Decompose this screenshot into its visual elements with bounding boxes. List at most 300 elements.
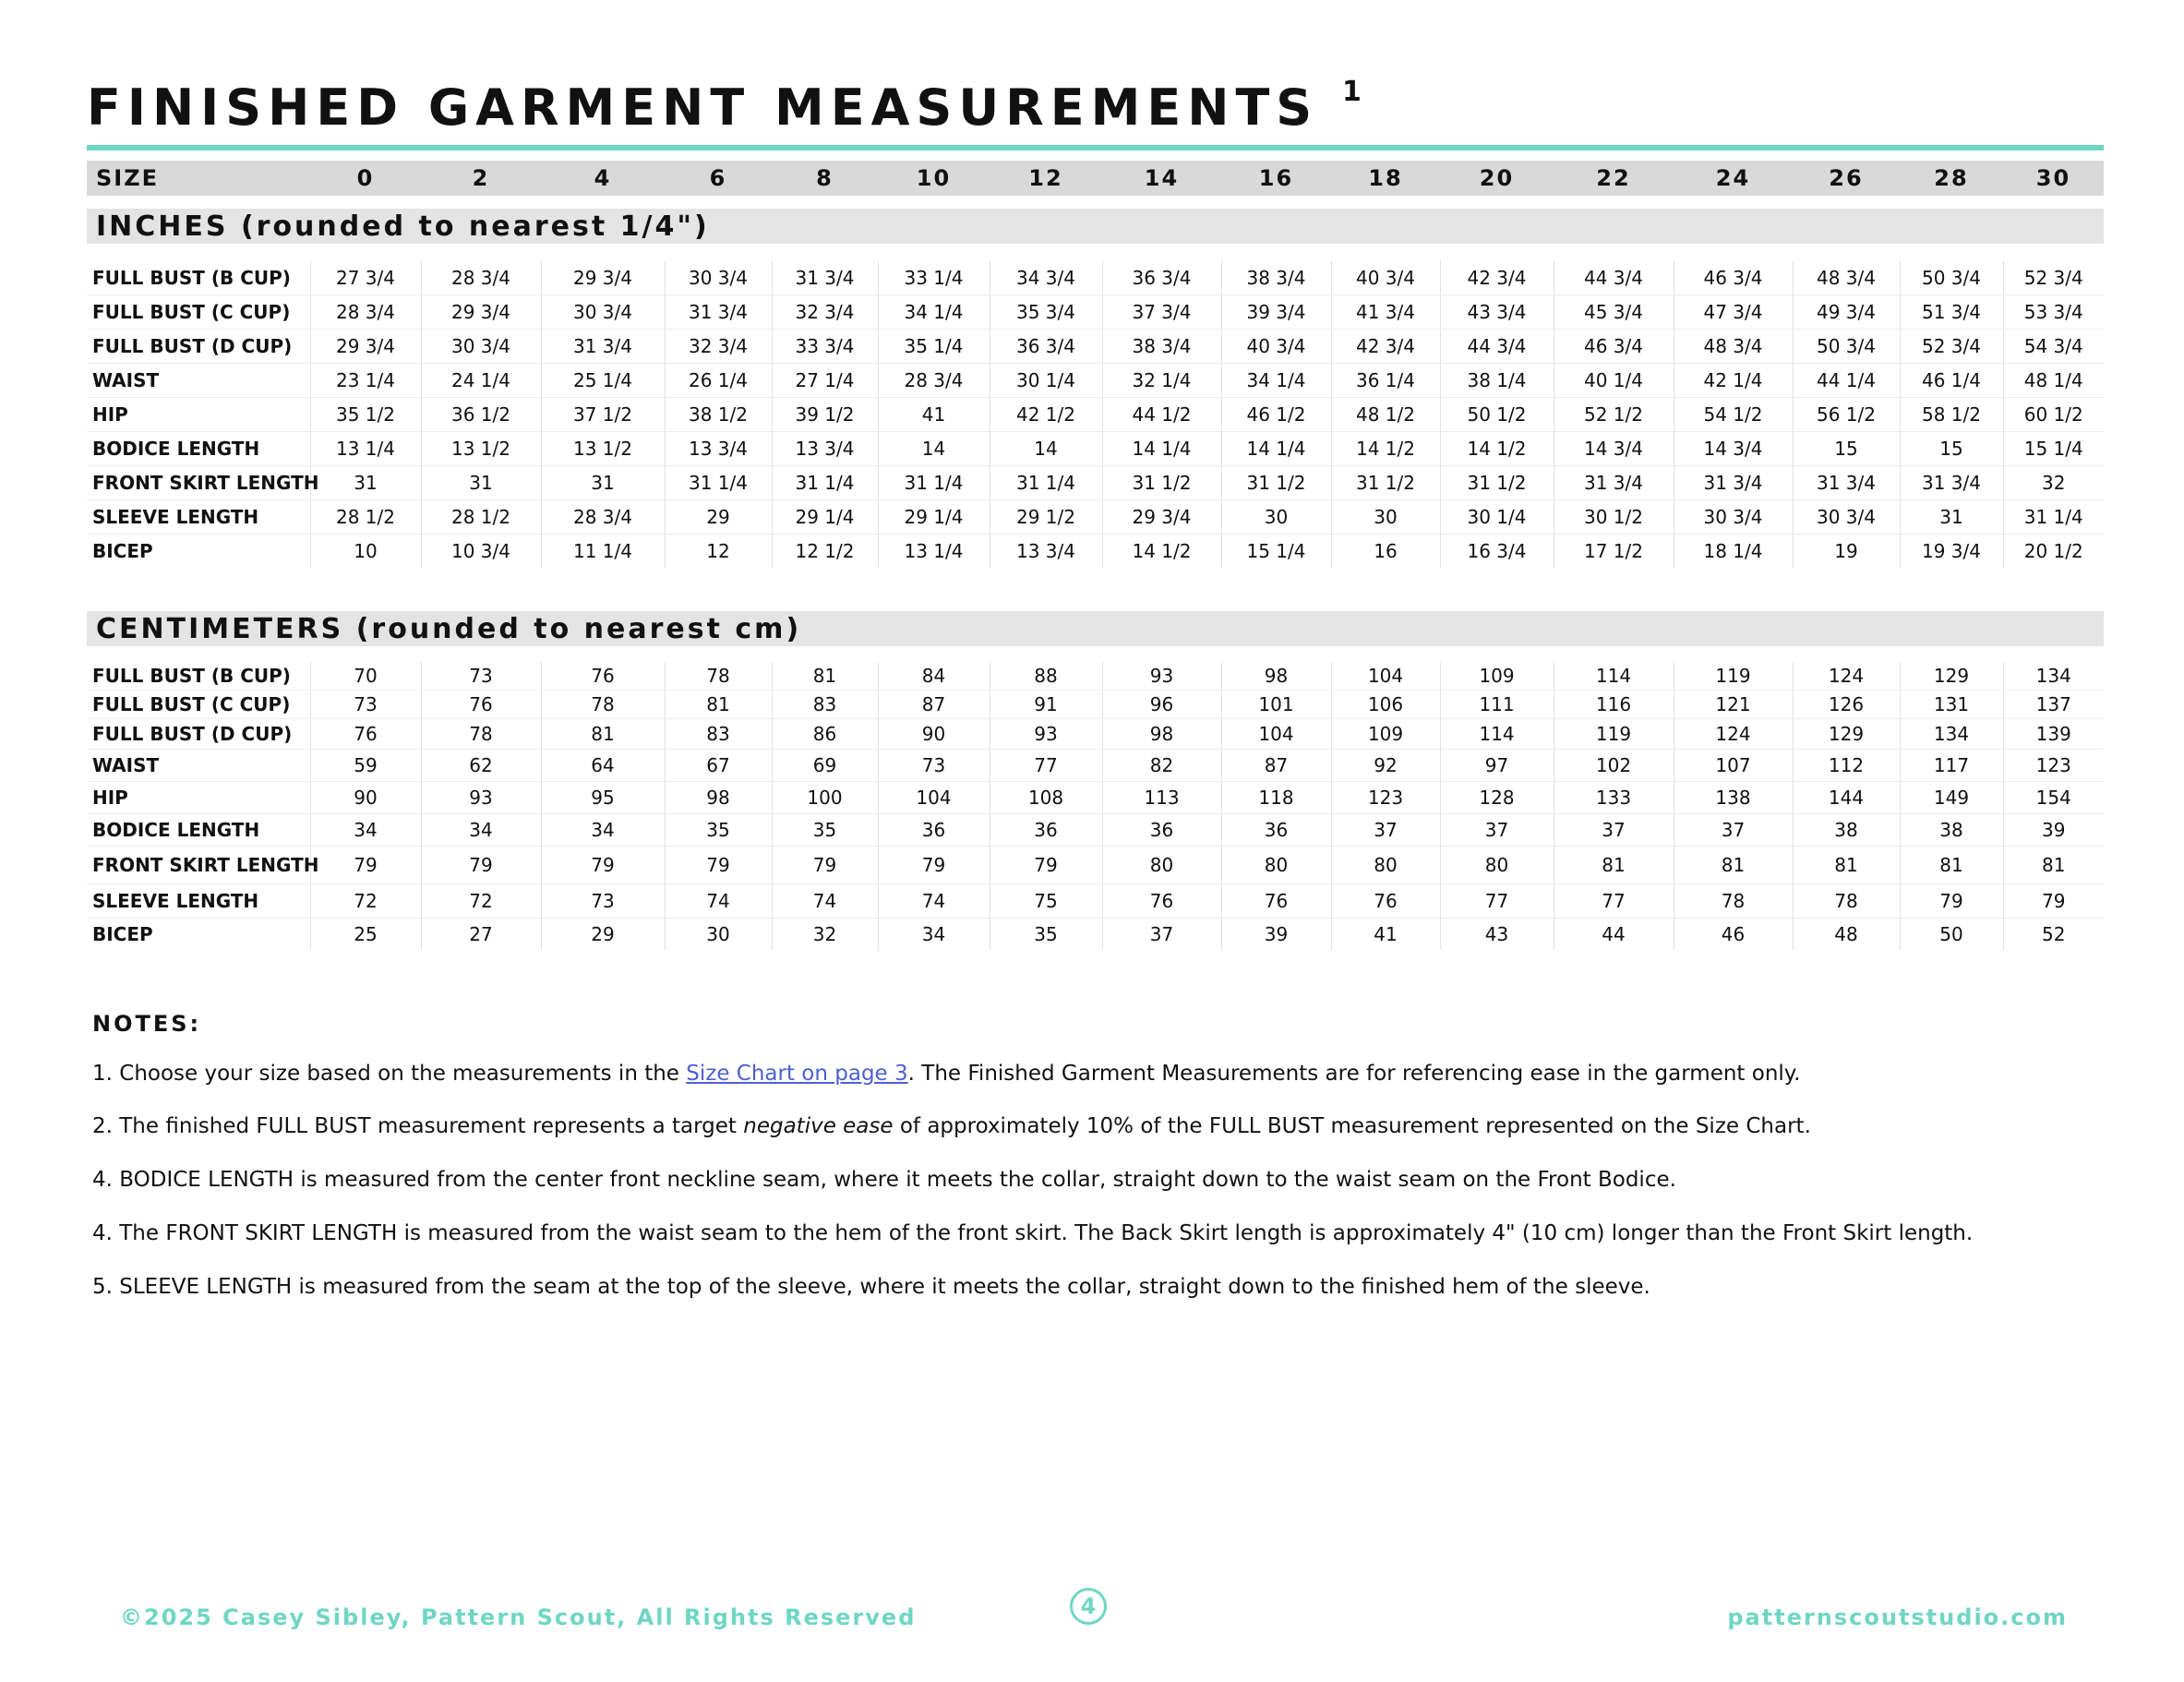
measurement-value: 123 <box>2003 750 2104 782</box>
measurement-value: 92 <box>1331 750 1440 782</box>
measurement-value: 73 <box>421 662 541 691</box>
size-label: SIZE <box>87 161 310 196</box>
measurement-value: 35 1/4 <box>878 330 990 364</box>
measurement-value: 80 <box>1331 847 1440 884</box>
measurement-value: 28 3/4 <box>421 261 541 295</box>
measurement-value: 31 <box>541 466 665 500</box>
measurement-value: 31 1/4 <box>990 466 1102 500</box>
measurement-label: FRONT SKIRT LENGTH <box>87 847 310 884</box>
measurement-value: 31 <box>310 466 421 500</box>
measurement-value: 44 3/4 <box>1440 330 1554 364</box>
measurement-value: 31 <box>1900 500 2003 535</box>
measurement-value: 79 <box>1900 884 2003 919</box>
measurement-value: 14 1/2 <box>1331 432 1440 466</box>
measurement-value: 14 <box>878 432 990 466</box>
measurement-value: 134 <box>1900 719 2003 750</box>
size-header-cell: 12 <box>990 161 1102 196</box>
measurement-value: 37 <box>1554 814 1674 847</box>
measurement-value: 83 <box>665 719 772 750</box>
measurement-value: 36 <box>1102 814 1221 847</box>
measurement-value: 35 <box>665 814 772 847</box>
measurement-row <box>87 750 2104 782</box>
measurement-value: 46 3/4 <box>1674 261 1793 295</box>
measurement-value: 40 3/4 <box>1331 261 1440 295</box>
measurement-value: 32 <box>772 919 878 951</box>
measurement-value: 31 3/4 <box>1674 466 1793 500</box>
measurement-value: 138 <box>1674 782 1793 814</box>
measurement-value: 32 3/4 <box>772 295 878 330</box>
measurement-value: 24 1/4 <box>421 364 541 398</box>
measurement-value: 30 1/4 <box>1440 500 1554 535</box>
size-chart-link[interactable]: Size Chart on page 3 <box>686 1062 908 1086</box>
measurement-value: 30 3/4 <box>665 261 772 295</box>
measurement-value: 36 1/2 <box>421 398 541 432</box>
measurement-label: BODICE LENGTH <box>87 432 310 466</box>
measurement-value: 109 <box>1331 719 1440 750</box>
measurement-value: 23 1/4 <box>310 364 421 398</box>
measurement-value: 42 3/4 <box>1440 261 1554 295</box>
measurement-value: 38 1/4 <box>1440 364 1554 398</box>
measurement-value: 27 3/4 <box>310 261 421 295</box>
measurement-value: 81 <box>1554 847 1674 884</box>
measurement-value: 28 1/2 <box>310 500 421 535</box>
measurement-value: 79 <box>990 847 1102 884</box>
measurement-value: 12 1/2 <box>772 535 878 569</box>
measurement-label: FULL BUST (C CUP) <box>87 295 310 330</box>
size-header-row <box>87 161 2104 196</box>
measurement-value: 46 1/2 <box>1221 398 1331 432</box>
measurement-value: 13 1/2 <box>541 432 665 466</box>
measurement-value: 83 <box>772 691 878 719</box>
measurement-value: 139 <box>2003 719 2104 750</box>
measurement-value: 131 <box>1900 691 2003 719</box>
measurement-value: 129 <box>1900 662 2003 691</box>
measurement-value: 101 <box>1221 691 1331 719</box>
measurement-value: 76 <box>421 691 541 719</box>
measurement-label: BICEP <box>92 923 153 945</box>
size-header-cell: 28 <box>1900 161 2003 196</box>
measurement-value: 52 3/4 <box>2003 261 2104 295</box>
measurement-value: 31 3/4 <box>1900 466 2003 500</box>
measurement-value: 96 <box>1102 691 1221 719</box>
measurement-value: 27 1/4 <box>772 364 878 398</box>
measurement-value: 37 <box>1331 814 1440 847</box>
measurement-value: 52 <box>2003 919 2104 951</box>
measurement-value: 48 1/4 <box>2003 364 2104 398</box>
measurement-value: 29 <box>665 500 772 535</box>
measurement-label: BICEP <box>92 540 153 562</box>
measurement-value: 79 <box>772 847 878 884</box>
measurement-value: 80 <box>1221 847 1331 884</box>
measurement-value: 34 3/4 <box>990 261 1102 295</box>
note-2-emphasis: negative ease <box>743 1114 894 1138</box>
measurement-value: 41 <box>1331 919 1440 951</box>
measurement-value: 64 <box>541 750 665 782</box>
measurement-value: 36 <box>990 814 1102 847</box>
measurement-value: 78 <box>541 691 665 719</box>
measurement-value: 36 1/4 <box>1331 364 1440 398</box>
measurement-row <box>87 782 2104 814</box>
size-header-cell: 14 <box>1102 161 1221 196</box>
measurement-value: 38 3/4 <box>1221 261 1331 295</box>
note-2 <box>92 1112 1811 1140</box>
measurement-value: 114 <box>1440 719 1554 750</box>
measurement-value: 62 <box>421 750 541 782</box>
measurement-label: HIP <box>87 782 310 814</box>
size-header-cell: 6 <box>665 161 772 196</box>
measurement-value: 102 <box>1554 750 1674 782</box>
measurement-value: 37 3/4 <box>1102 295 1221 330</box>
measurement-value: 72 <box>310 884 421 919</box>
measurement-value: 54 3/4 <box>2003 330 2104 364</box>
measurement-value: 31 1/2 <box>1331 466 1440 500</box>
measurement-value: 119 <box>1674 662 1793 691</box>
measurement-value: 50 3/4 <box>1900 261 2003 295</box>
measurement-value: 32 <box>2003 466 2104 500</box>
measurement-value: 53 3/4 <box>2003 295 2104 330</box>
measurement-value: 50 3/4 <box>1793 330 1900 364</box>
measurement-value: 78 <box>421 719 541 750</box>
size-header-cell: 2 <box>421 161 541 196</box>
measurement-value: 39 <box>2003 814 2104 847</box>
measurement-row <box>87 719 2104 750</box>
measurement-value: 36 3/4 <box>1102 261 1221 295</box>
measurement-row <box>87 691 2104 719</box>
size-header-cell: 4 <box>541 161 665 196</box>
measurement-value: 124 <box>1674 719 1793 750</box>
note-1 <box>92 1060 1800 1087</box>
measurement-value: 98 <box>1221 662 1331 691</box>
measurement-value: 133 <box>1554 782 1674 814</box>
measurement-value: 47 3/4 <box>1674 295 1793 330</box>
measurement-value: 13 1/4 <box>310 432 421 466</box>
measurement-value: 48 1/2 <box>1331 398 1440 432</box>
measurement-value: 72 <box>421 884 541 919</box>
measurement-value: 18 1/4 <box>1674 535 1793 569</box>
measurement-label: SLEEVE LENGTH <box>87 500 310 535</box>
measurement-value: 134 <box>2003 662 2104 691</box>
measurement-value: 124 <box>1793 662 1900 691</box>
measurement-value: 106 <box>1331 691 1440 719</box>
measurement-value: 28 3/4 <box>310 295 421 330</box>
measurement-value: 38 <box>1900 814 2003 847</box>
measurement-value: 95 <box>541 782 665 814</box>
measurement-value: 58 1/2 <box>1900 398 2003 432</box>
measurement-value: 98 <box>1102 719 1221 750</box>
measurement-value: 30 3/4 <box>421 330 541 364</box>
measurement-value: 34 <box>310 814 421 847</box>
measurement-row <box>87 847 2104 884</box>
measurement-row <box>87 466 2104 500</box>
measurement-value: 77 <box>1440 884 1554 919</box>
measurement-value: 50 1/2 <box>1440 398 1554 432</box>
measurement-value: 76 <box>1102 884 1221 919</box>
measurement-value: 78 <box>1793 884 1900 919</box>
measurement-value: 90 <box>310 782 421 814</box>
measurement-value: 81 <box>665 691 772 719</box>
measurement-value: 34 <box>541 814 665 847</box>
measurement-value: 87 <box>1221 750 1331 782</box>
measurement-value: 40 1/4 <box>1554 364 1674 398</box>
measurement-row <box>87 814 2104 847</box>
size-header-cell: 26 <box>1793 161 1900 196</box>
measurement-value: 73 <box>310 691 421 719</box>
measurement-value: 31 1/4 <box>665 466 772 500</box>
measurement-value: 74 <box>772 884 878 919</box>
measurement-value: 31 3/4 <box>1793 466 1900 500</box>
measurement-value: 42 3/4 <box>1331 330 1440 364</box>
measurement-value: 31 1/2 <box>1221 466 1331 500</box>
measurement-row <box>87 919 2104 951</box>
size-header-cell: 10 <box>878 161 990 196</box>
measurement-value: 104 <box>878 782 990 814</box>
measurement-value: 14 1/2 <box>1440 432 1554 466</box>
measurement-value: 33 1/4 <box>878 261 990 295</box>
measurement-value: 84 <box>878 662 990 691</box>
measurement-value: 34 <box>878 919 990 951</box>
size-header-cell: 22 <box>1554 161 1674 196</box>
measurement-value: 70 <box>310 662 421 691</box>
measurement-value: 13 3/4 <box>772 432 878 466</box>
measurement-value: 11 1/4 <box>541 535 665 569</box>
measurement-value: 34 1/4 <box>1221 364 1331 398</box>
measurement-label: FULL BUST (D CUP) <box>87 719 310 750</box>
measurement-value: 76 <box>1331 884 1440 919</box>
measurement-value: 80 <box>1102 847 1221 884</box>
measurement-value: 33 3/4 <box>772 330 878 364</box>
measurement-value: 41 3/4 <box>1331 295 1440 330</box>
measurement-value: 29 3/4 <box>541 261 665 295</box>
measurement-value: 52 1/2 <box>1554 398 1674 432</box>
measurement-value: 35 <box>990 919 1102 951</box>
size-header-cell: 8 <box>772 161 878 196</box>
measurement-value: 87 <box>878 691 990 719</box>
measurement-value: 37 <box>1674 814 1793 847</box>
measurement-value: 30 <box>1221 500 1331 535</box>
measurement-value: 154 <box>2003 782 2104 814</box>
measurement-value: 30 <box>1331 500 1440 535</box>
measurement-value: 46 1/4 <box>1900 364 2003 398</box>
measurement-value: 39 <box>1221 919 1331 951</box>
measurement-row <box>87 662 2104 691</box>
measurement-value: 31 3/4 <box>772 261 878 295</box>
measurement-value: 35 3/4 <box>990 295 1102 330</box>
measurement-value: 26 1/4 <box>665 364 772 398</box>
measurement-value: 93 <box>421 782 541 814</box>
measurement-value: 109 <box>1440 662 1554 691</box>
measurement-value: 113 <box>1102 782 1221 814</box>
measurement-value: 37 <box>1440 814 1554 847</box>
note-2-text-end: of approximately 10% of the FULL BUST measurement represented on the Size Chart. <box>893 1114 1811 1138</box>
measurement-value: 37 1/2 <box>541 398 665 432</box>
measurement-value: 31 1/2 <box>1102 466 1221 500</box>
measurement-value: 36 <box>878 814 990 847</box>
measurement-value: 40 3/4 <box>1221 330 1331 364</box>
measurement-value: 13 3/4 <box>665 432 772 466</box>
measurement-value: 25 1/4 <box>541 364 665 398</box>
measurement-value: 93 <box>990 719 1102 750</box>
measurement-value: 54 1/2 <box>1674 398 1793 432</box>
footer-copyright: ©2025 Casey Sibley, Pattern Scout, All Rights Reserved <box>120 1604 917 1630</box>
measurement-value: 81 <box>1900 847 2003 884</box>
measurement-value: 14 1/2 <box>1102 535 1221 569</box>
measurement-value: 46 3/4 <box>1554 330 1674 364</box>
measurement-value: 118 <box>1221 782 1331 814</box>
measurement-value: 25 <box>310 919 421 951</box>
measurement-value: 14 1/4 <box>1221 432 1331 466</box>
measurement-value: 82 <box>1102 750 1221 782</box>
measurement-value: 48 3/4 <box>1674 330 1793 364</box>
measurement-value: 14 <box>990 432 1102 466</box>
measurement-value: 28 1/2 <box>421 500 541 535</box>
measurement-value: 31 <box>421 466 541 500</box>
measurement-value: 29 3/4 <box>1102 500 1221 535</box>
measurement-value: 29 3/4 <box>421 295 541 330</box>
measurement-value: 78 <box>665 662 772 691</box>
measurement-value: 14 1/4 <box>1102 432 1221 466</box>
measurement-value: 41 <box>878 398 990 432</box>
measurement-label: WAIST <box>87 364 310 398</box>
measurement-value: 49 3/4 <box>1793 295 1900 330</box>
measurement-value: 48 3/4 <box>1793 261 1900 295</box>
measurement-value: 104 <box>1221 719 1331 750</box>
measurement-value: 77 <box>990 750 1102 782</box>
measurement-value: 126 <box>1793 691 1900 719</box>
measurement-value: 46 <box>1674 919 1793 951</box>
measurement-value: 67 <box>665 750 772 782</box>
title-footnote: 1 <box>1342 76 1362 108</box>
measurement-value: 93 <box>1102 662 1221 691</box>
measurement-row <box>87 432 2104 466</box>
note-5: 5. SLEEVE LENGTH is measured from the seam at the top of the sleeve, where it meets the collar, straight down to the finished hem of the sleeve. <box>92 1275 1650 1299</box>
measurement-value: 15 1/4 <box>1221 535 1331 569</box>
measurement-value: 39 3/4 <box>1221 295 1331 330</box>
measurement-value: 98 <box>665 782 772 814</box>
size-header-cell: 24 <box>1674 161 1793 196</box>
measurement-label: WAIST <box>87 750 310 782</box>
page-number-badge: 4 <box>1070 1588 1107 1625</box>
measurement-value: 28 3/4 <box>878 364 990 398</box>
measurement-value: 37 <box>1102 919 1221 951</box>
measurement-value: 111 <box>1440 691 1554 719</box>
measurement-value: 123 <box>1331 782 1440 814</box>
note-4: 4. The FRONT SKIRT LENGTH is measured from the waist seam to the hem of the front skirt. The Back Skirt length is approximately 4" (10 cm) longer than the Front Skirt length. <box>92 1221 1974 1245</box>
measurement-value: 42 1/2 <box>990 398 1102 432</box>
measurement-value: 81 <box>772 662 878 691</box>
measurement-value: 60 1/2 <box>2003 398 2104 432</box>
size-header-cell: 20 <box>1440 161 1554 196</box>
measurement-value: 38 1/2 <box>665 398 772 432</box>
measurement-value: 76 <box>541 662 665 691</box>
measurement-value: 79 <box>665 847 772 884</box>
page-title <box>87 76 1362 140</box>
measurement-value: 31 1/4 <box>772 466 878 500</box>
measurement-label: SLEEVE LENGTH <box>87 884 310 919</box>
measurement-value: 50 <box>1900 919 2003 951</box>
measurement-label: BODICE LENGTH <box>87 814 310 847</box>
measurement-value: 119 <box>1554 719 1674 750</box>
measurement-label: FULL BUST (C CUP) <box>87 691 310 719</box>
measurement-value: 44 <box>1554 919 1674 951</box>
size-header-cell: 30 <box>2003 161 2104 196</box>
measurement-value: 30 3/4 <box>1793 500 1900 535</box>
measurement-value: 29 3/4 <box>310 330 421 364</box>
measurement-row <box>87 535 2104 569</box>
measurement-value: 97 <box>1440 750 1554 782</box>
measurement-label: FRONT SKIRT LENGTH <box>87 466 310 500</box>
measurement-value: 112 <box>1793 750 1900 782</box>
measurement-value: 29 <box>541 919 665 951</box>
measurement-value: 76 <box>1221 884 1331 919</box>
measurement-value: 29 1/4 <box>878 500 990 535</box>
measurement-value: 38 3/4 <box>1102 330 1221 364</box>
measurement-value: 79 <box>541 847 665 884</box>
measurement-value: 81 <box>1793 847 1900 884</box>
measurement-value: 86 <box>772 719 878 750</box>
measurement-value: 14 3/4 <box>1674 432 1793 466</box>
footer-website: patternscoutstudio.com <box>1727 1604 2068 1630</box>
measurement-value: 78 <box>1674 884 1793 919</box>
measurement-value: 51 3/4 <box>1900 295 2003 330</box>
measurement-value: 31 1/2 <box>1440 466 1554 500</box>
measurement-value: 39 1/2 <box>772 398 878 432</box>
measurement-value: 19 <box>1793 535 1900 569</box>
measurement-value: 44 3/4 <box>1554 261 1674 295</box>
measurement-row <box>87 884 2104 919</box>
title-underline <box>87 145 2104 150</box>
measurement-value: 74 <box>878 884 990 919</box>
measurement-value: 56 1/2 <box>1793 398 1900 432</box>
measurement-value: 81 <box>1674 847 1793 884</box>
measurement-value: 30 1/2 <box>1554 500 1674 535</box>
measurement-value: 13 3/4 <box>990 535 1102 569</box>
measurement-value: 108 <box>990 782 1102 814</box>
measurement-value: 114 <box>1554 662 1674 691</box>
measurement-label: FULL BUST (B CUP) <box>87 662 310 691</box>
measurement-value: 77 <box>1554 884 1674 919</box>
measurement-value: 10 <box>310 535 421 569</box>
measurement-value: 52 3/4 <box>1900 330 2003 364</box>
measurement-label: HIP <box>87 398 310 432</box>
measurement-value: 80 <box>1440 847 1554 884</box>
note-1-text-end: . The Finished Garment Measurements are for referencing ease in the garment only. <box>907 1062 1801 1086</box>
measurement-value: 32 1/4 <box>1102 364 1221 398</box>
measurement-value: 117 <box>1900 750 2003 782</box>
measurement-value: 31 3/4 <box>665 295 772 330</box>
measurement-value: 34 1/4 <box>878 295 990 330</box>
measurement-value: 44 1/2 <box>1102 398 1221 432</box>
measurement-row <box>87 398 2104 432</box>
measurement-value: 13 1/2 <box>421 432 541 466</box>
measurement-value: 74 <box>665 884 772 919</box>
measurement-value: 44 1/4 <box>1793 364 1900 398</box>
measurement-value: 31 1/4 <box>878 466 990 500</box>
size-header-cell: 18 <box>1331 161 1440 196</box>
measurement-value: 20 1/2 <box>2003 535 2104 569</box>
measurement-value: 30 1/4 <box>990 364 1102 398</box>
measurement-value: 90 <box>878 719 990 750</box>
measurement-value: 15 1/4 <box>2003 432 2104 466</box>
measurement-value: 59 <box>310 750 421 782</box>
measurement-value: 79 <box>310 847 421 884</box>
measurement-value: 91 <box>990 691 1102 719</box>
measurement-value: 16 3/4 <box>1440 535 1554 569</box>
measurement-value: 27 <box>421 919 541 951</box>
measurement-value: 13 1/4 <box>878 535 990 569</box>
measurement-value: 35 1/2 <box>310 398 421 432</box>
measurement-value: 30 3/4 <box>541 295 665 330</box>
centimeters-table <box>87 662 2104 950</box>
